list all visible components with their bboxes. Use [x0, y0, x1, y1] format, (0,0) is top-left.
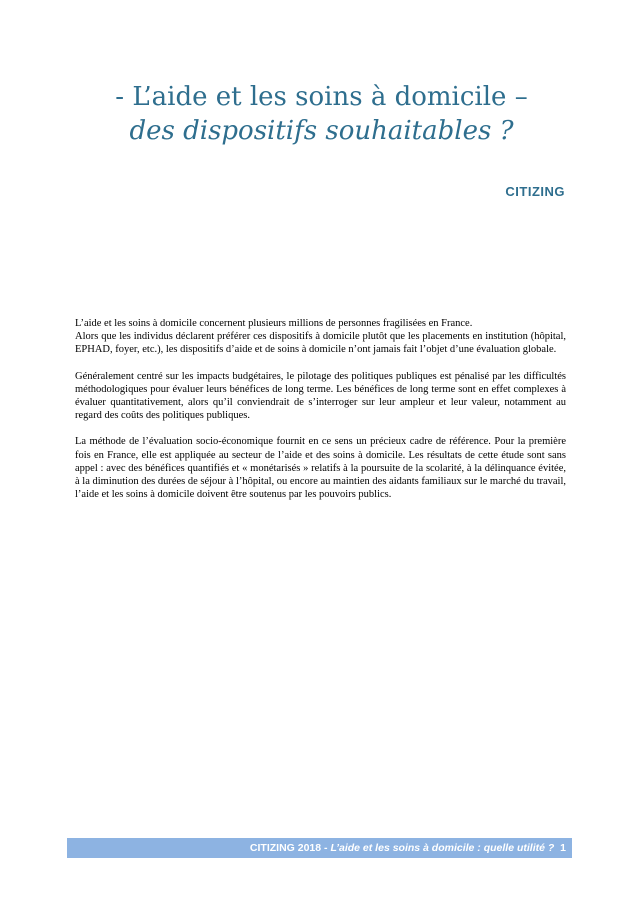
- author-name: CITIZING: [505, 184, 565, 199]
- page-footer: [67, 838, 572, 858]
- title-line-2: des dispositifs souhaitables ?: [129, 116, 514, 146]
- title-line-1: - L’aide et les soins à domicile –: [115, 82, 528, 112]
- paragraph: Alors que les individus déclarent préférer ces dispositifs à domicile plutôt que les placements en institution (hôpital, EPHAD, foyer, etc.), les dispositifs d’aide et de soins à domicile n’ont jamais fait l’objet d’une évaluation globale.: [75, 331, 566, 356]
- abstract-text: [75, 317, 566, 514]
- footer-document-title: L’aide et les soins à domicile : quelle utilité ?: [330, 842, 555, 854]
- footer-prefix: CITIZING 2018 -: [249, 842, 331, 854]
- paragraph: La méthode de l’évaluation socio-économique fournit en ce sens un précieux cadre de référence. Pour la première fois en France, elle est appliquée au secteur de l’aide et des soins à domicile. Les résultats de cette étude sont sans appel : avec des bénéfices quantifiés et « monétarisés » relatifs à la poursuite de la scolarité, à la délinquance évitée, à la diminution des durées de séjour à l’hôpital, ou encore au maintien des aidants familiaux sur le marché du travail, l’aide et les soins à domicile doivent être soutenus par les pouvoirs publics.: [75, 436, 567, 501]
- paragraph: Généralement centré sur les impacts budgétaires, le pilotage des politiques publiques est pénalisé par les difficultés méthodologiques pour évaluer leurs bénéfices de long terme. Les bénéfices de long terme sont en effet complexes à évaluer quantitativement, alors qu’il conviendrait de s’interroger sur leur ampleur et leur valeur, notamment au regard des coûts des politiques publiques.: [75, 370, 566, 422]
- paragraph: L’aide et les soins à domicile concernent plusieurs millions de personnes fragilisées en France.: [75, 318, 473, 329]
- page-number: 1: [560, 842, 566, 854]
- document-title: [0, 80, 643, 148]
